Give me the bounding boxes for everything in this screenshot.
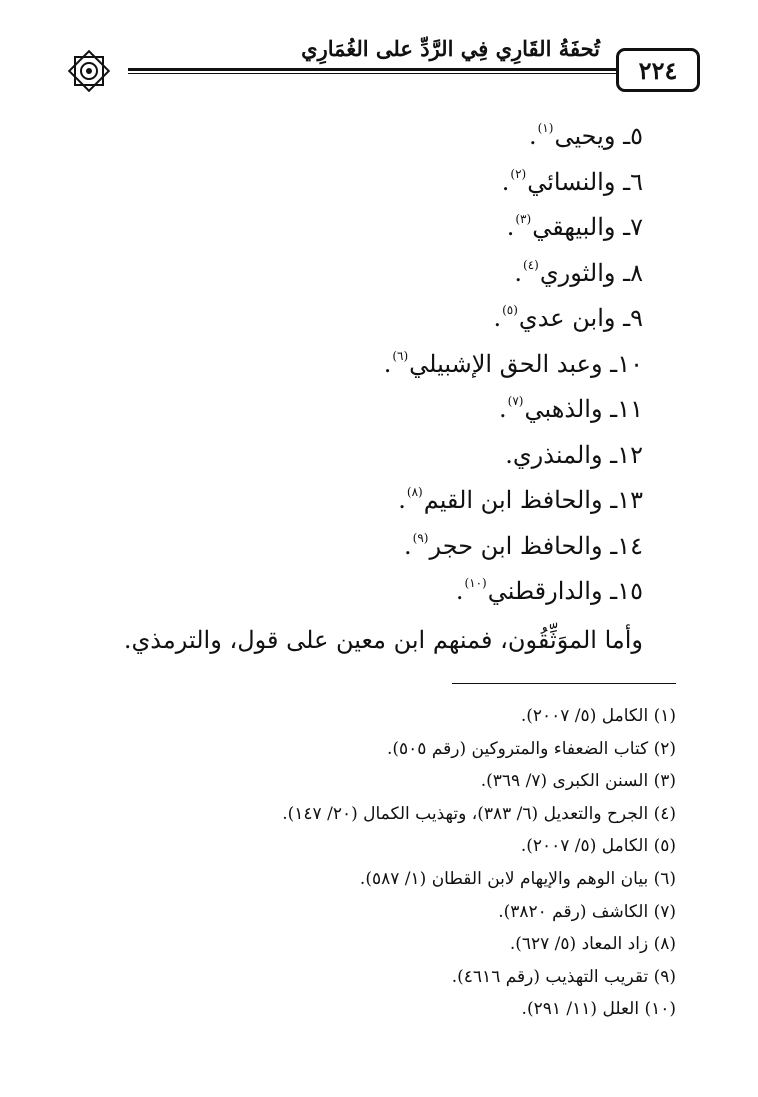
list-item: ١١ـ والذهبي$^{(٧)}$. (499, 394, 643, 423)
footnote-marker[interactable]: (١٠) (464, 576, 487, 590)
footnote-item: (٣) السنن الكبرى (٧/ ٣٦٩). (480, 771, 676, 792)
footnote-marker[interactable]: (٢) (510, 166, 527, 181)
footnote-item: (٩) تقريب التهذيب (رقم ٤٦١٦). (451, 966, 676, 987)
footnote-item: (١٠) العلل (١١/ ٢٩١). (521, 999, 676, 1020)
header-rule-thin (128, 73, 660, 74)
list-item: ١٥ـ والدارقطني$^{(١٠)}$. (455, 576, 643, 605)
footnote-item: (٦) بيان الوهم والإيهام لابن القطان (١/ ٥٨٧). (359, 868, 676, 889)
narrator-list (83, 106, 643, 607)
list-item: ١٢ـ والمنذري. (505, 440, 643, 469)
footnote-item: (٨) زاد المعاد (٥/ ٦٢٧). (509, 934, 676, 955)
list-item: ١٤ـ والحافظ ابن حجر$^{(٩)}$. (404, 530, 643, 560)
closing-paragraph: وأما الموَثِّقُون، فمنهم ابن معين على قول، والترمذي. (123, 626, 643, 654)
footnote-item: (٧) الكاشف (رقم ٣٨٢٠). (498, 901, 676, 922)
footnote-marker[interactable]: (٥) (502, 303, 518, 317)
footnote-item: (٢) كتاب الضعفاء والمتروكين (رقم ٥٠٥). (386, 738, 676, 759)
list-item: ٩ـ وابن عدي$^{(٥)}$. (493, 303, 643, 332)
list-item: ٨ـ والثوري$^{(٤)}$. (514, 257, 643, 287)
footnote-marker[interactable]: (١) (537, 121, 554, 135)
list-item: ٦ـ والنسائي$^{(٢)}$. (501, 166, 643, 196)
footnote-marker[interactable]: (٧) (507, 394, 524, 408)
list-item: ٥ـ ويحيى$^{(١)}$. (528, 121, 643, 150)
footnote-marker[interactable]: (٩) (412, 530, 429, 545)
page-header (58, 28, 710, 88)
footnote-marker[interactable]: (٣) (515, 212, 532, 226)
footnote-separator (452, 683, 676, 684)
header-rule (128, 68, 660, 71)
footnotes-list (76, 700, 676, 1026)
footnote-item: (٥) الكامل (٥/ ٢٠٠٧). (520, 836, 676, 857)
eight-point-star-ornament-icon (64, 46, 114, 96)
footnote-marker[interactable]: (٨) (406, 485, 423, 499)
footnote-marker[interactable]: (٤) (523, 257, 539, 272)
page-number: ٢٢٤ (616, 48, 700, 92)
list-item: ١٠ـ وعبد الحق الإشبيلي$^{(٦)}$. (383, 348, 643, 378)
footnote-item: (١) الكامل (٥/ ٢٠٠٧). (520, 706, 676, 726)
list-item: ١٣ـ والحافظ ابن القيم$^{(٨)}$. (398, 485, 643, 514)
footnote-item: (٤) الجرح والتعديل (٦/ ٣٨٣)، وتهذيب الكمال (٢٠/ ١٤٧). (282, 803, 676, 824)
list-item: ٧ـ والبيهقي$^{(٣)}$. (506, 212, 643, 241)
running-title: تُحفَةُ القَارِي فِي الرَّدِّ على الغُمَارِي (301, 36, 600, 61)
footnote-marker[interactable]: (٦) (392, 348, 409, 363)
